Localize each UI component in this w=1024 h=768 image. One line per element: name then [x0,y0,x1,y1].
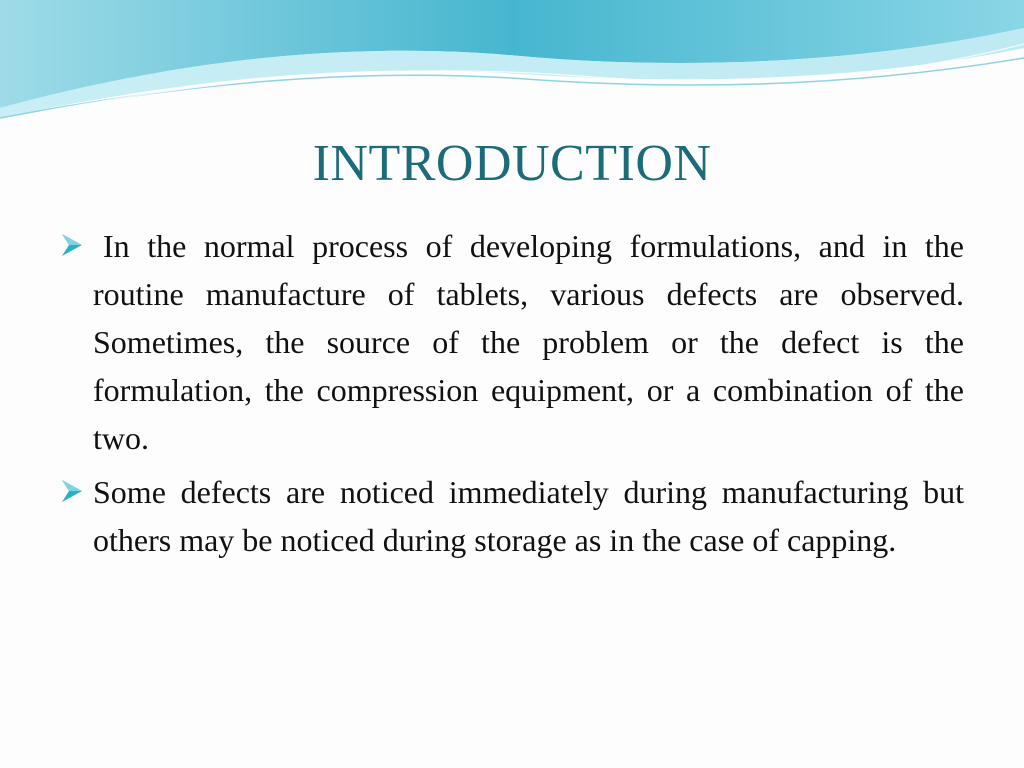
bullet-text: In the normal process of developing formulations, and in the routine manufacture of tablets, various defects are observed. Sometimes, the source of the problem or the defect is the formulation, the compression equipment, or a combination of the two. [93,228,964,456]
bullet-text: Some defects are noticed immediately during manufacturing but others may be noticed during storage as in the case of capping. [93,474,964,558]
header-wave-decoration [0,0,1024,130]
slide-title: INTRODUCTION [312,135,712,192]
bullet-list [60,222,964,570]
arrow-bullet-icon [60,232,84,258]
bullet-item [60,222,964,462]
bullet-item [60,468,964,564]
arrow-bullet-icon [60,478,84,504]
